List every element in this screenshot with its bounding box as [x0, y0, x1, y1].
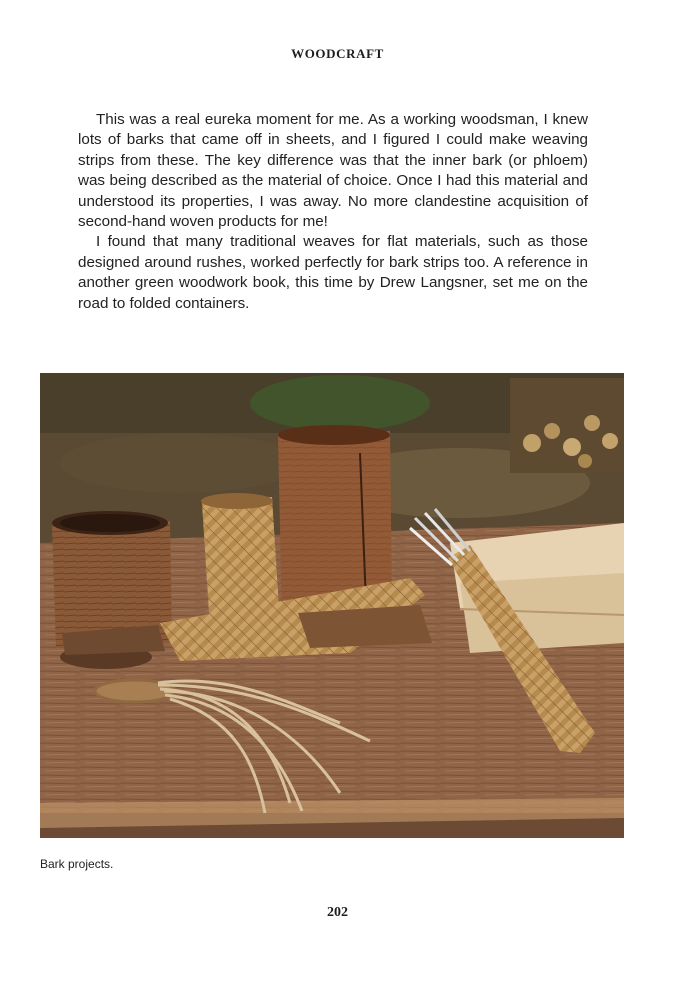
paragraph-2: I found that many traditional weaves for flat materials, such as those designed around rushes, worked perfectly for bark strips too. A reference in another green woodwork book, this time by Drew Langsner, set me on the road to folded containers. — [78, 233, 588, 312]
bark-projects-photo — [40, 373, 624, 838]
bark-pot — [52, 511, 172, 669]
log-pile — [510, 378, 624, 473]
figure-caption: Bark projects. — [40, 857, 114, 871]
body-text — [78, 110, 588, 314]
page-number: 202 — [327, 905, 348, 920]
paragraph-1: This was a real eureka moment for me. As a working woodsman, I knew lots of barks that came off in sheets, and I figured I could make weaving strips from these. The key difference was that the inner bark (or phloem) was being described as the material of choice. Once I had this material and understood its properties, I was away. No more clandestine acquisition of second-hand woven products for me! — [78, 111, 588, 231]
running-head: WOODCRAFT — [291, 46, 384, 61]
